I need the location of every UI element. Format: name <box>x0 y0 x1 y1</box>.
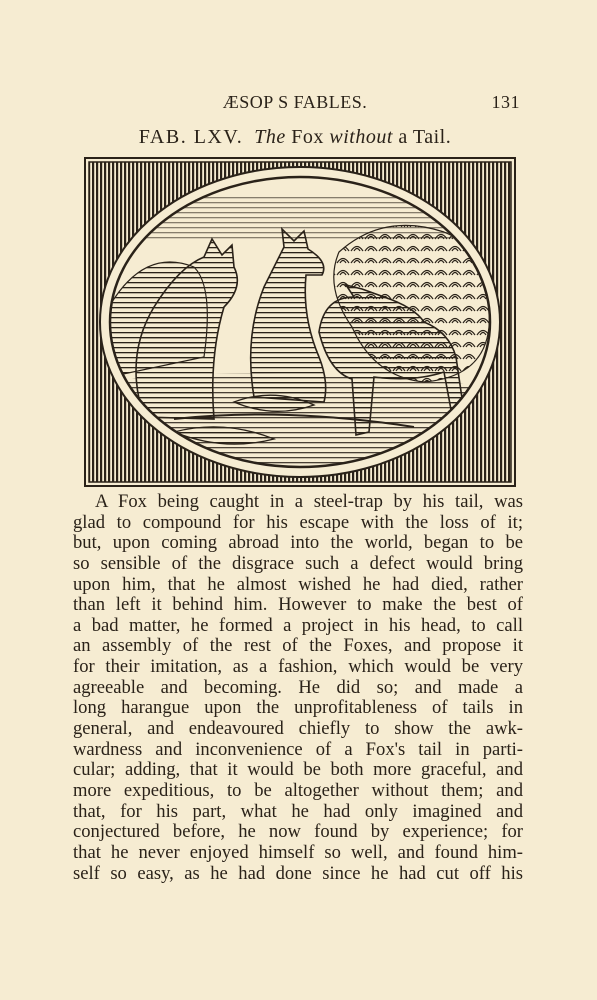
body-line: glad to compound for his escape with the loss of it; <box>73 511 523 533</box>
body-line: a bad matter, he formed a project in his head, to call <box>73 614 523 636</box>
running-head <box>70 92 520 118</box>
fable-title-without: without <box>329 126 393 148</box>
body-line: that he never enjoyed himself so well, and found him- <box>73 841 523 863</box>
running-title: ÆSOP S FABLES. <box>222 92 368 112</box>
body-line: but, upon coming abroad into the world, began to be <box>73 532 523 554</box>
body-line: an assembly of the rest of the Foxes, and propose it <box>73 635 523 657</box>
body-line: upon him, that he almost wished he had died, rather <box>73 573 523 595</box>
fable-number: FAB. LXV. <box>138 126 244 148</box>
body-line: than left it behind him. However to make the best of <box>73 594 523 616</box>
body-line: A Fox being caught in a steel-trap by his tail, was <box>95 491 523 512</box>
body-line: wardness and inconvenience of a Fox's tail in parti- <box>73 738 523 760</box>
fable-title-tail: a Tail. <box>398 126 452 148</box>
body-line: for their imitation, as a fashion, which would be very <box>73 656 523 678</box>
fable-title-the: The <box>254 126 286 148</box>
body-line: general, and endeavoured chiefly to show the awk- <box>73 718 523 740</box>
page-number: 131 <box>491 92 520 112</box>
fable-body <box>73 492 523 884</box>
body-line: so sensible of the disgrace such a defect would bring <box>73 552 523 574</box>
body-line: agreeable and becoming. He did so; and made a <box>73 676 523 698</box>
body-line: cular; adding, that it would be both more graceful, and <box>73 759 523 781</box>
woodcut-illustration <box>84 157 516 487</box>
body-line: that, for his part, what he had only imagined and <box>73 800 523 822</box>
body-line: conjectured before, he now found by experience; for <box>73 821 523 843</box>
fable-title <box>70 126 520 149</box>
body-line: self so easy, as he had done since he had cut off his <box>73 862 523 884</box>
body-line: more expeditious, to be altogether without them; and <box>73 779 523 801</box>
body-line: long harangue upon the unprofitableness of tails in <box>73 697 523 719</box>
fable-title-fox: Fox <box>291 126 324 148</box>
